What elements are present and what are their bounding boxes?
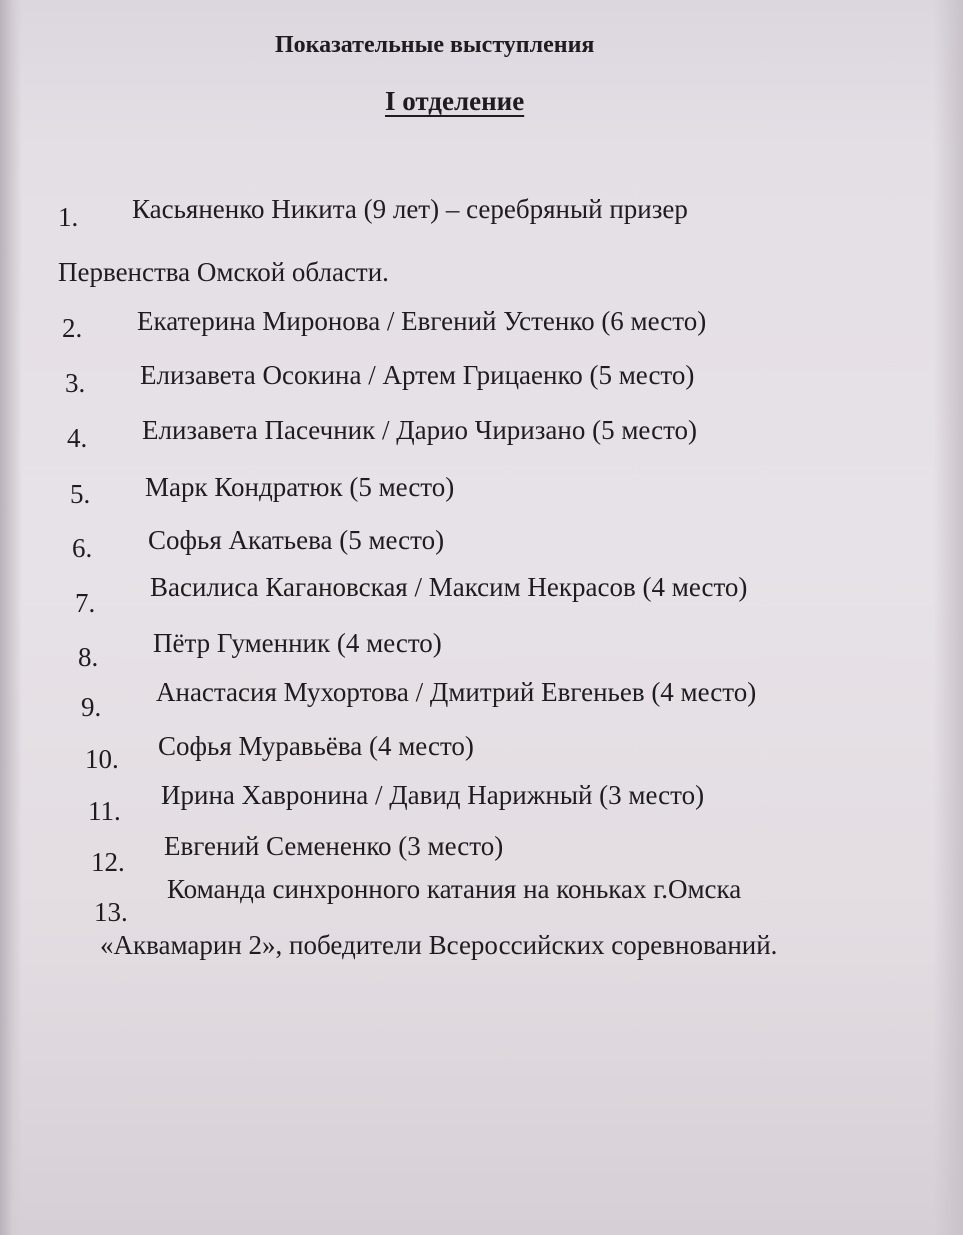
- list-item-text: Софья Муравьёва (4 место): [158, 731, 474, 761]
- section-heading: I отделение: [385, 86, 525, 116]
- list-item-text: Елизавета Пасечник / Дарио Чиризано (5 место): [142, 415, 698, 445]
- list-item-text: Пётр Гуменник (4 место): [153, 628, 442, 658]
- list-item-text: Екатерина Миронова / Евгений Устенко (6 место): [137, 306, 707, 336]
- list-item-number: 8.: [78, 642, 99, 672]
- list-item-continuation: Первенства Омской области.: [58, 257, 389, 287]
- list-item-number: 2.: [62, 313, 83, 343]
- list-item-text: Софья Акатьева (5 место): [148, 525, 445, 555]
- list-item-text: Марк Кондратюк (5 место): [145, 472, 455, 502]
- list-item-number: 5.: [70, 479, 91, 509]
- list-item-text: Евгений Семененко (3 место): [164, 831, 504, 861]
- list-item-text: Василиса Кагановская / Максим Некрасов (4 место): [150, 572, 748, 602]
- list-item-text: Команда синхронного катания на коньках г.Омска: [167, 874, 742, 904]
- list-item-number: 12.: [91, 847, 125, 877]
- list-item-number: 13.: [94, 897, 128, 927]
- list-item-continuation: «Аквамарин 2», победители Всероссийских соревнований.: [100, 930, 778, 960]
- list-item-text: Анастасия Мухортова / Дмитрий Евгеньев (4 место): [156, 677, 757, 707]
- list-item-number: 3.: [65, 368, 86, 398]
- list-item-number: 4.: [67, 423, 88, 453]
- list-item-number: 9.: [81, 692, 102, 722]
- list-item-number: 10.: [85, 744, 119, 774]
- list-item-text: Елизавета Осокина / Артем Грицаенко (5 место): [140, 360, 695, 390]
- page-title: Показательные выступления: [275, 32, 595, 58]
- list-item-text: Ирина Хавронина / Давид Нарижный (3 место): [161, 780, 705, 810]
- list-item-number: 6.: [72, 533, 93, 563]
- list-item-number: 1.: [58, 202, 79, 232]
- list-item-number: 11.: [88, 796, 121, 826]
- list-item-number: 7.: [75, 588, 96, 618]
- list-item-text: Касьяненко Никита (9 лет) – серебряный призер: [132, 194, 688, 224]
